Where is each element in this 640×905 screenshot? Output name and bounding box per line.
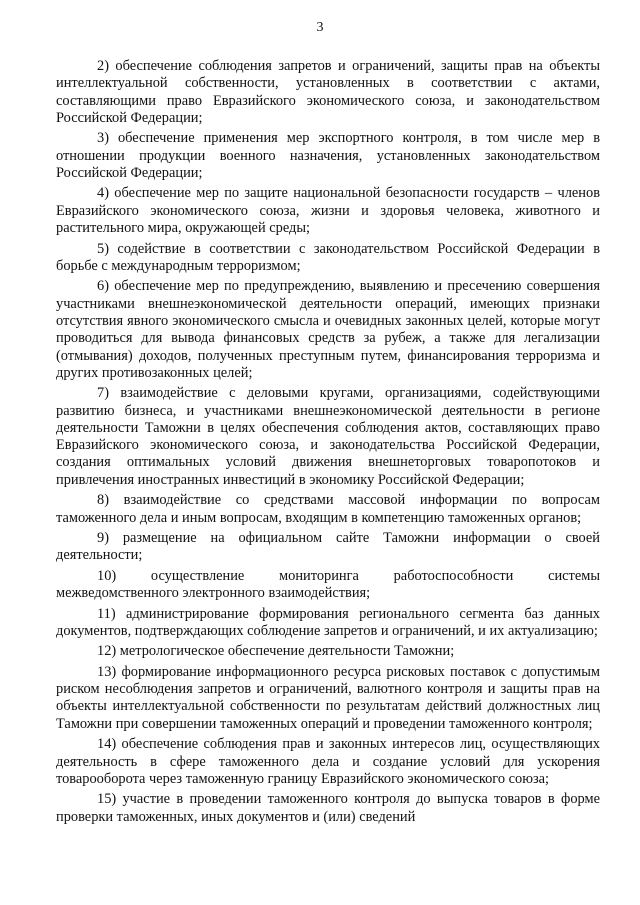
paragraph-item-9: 9) размещение на официальном сайте Таможни информации о своей деятельности; xyxy=(56,530,600,564)
paragraph-item-2: 2) обеспечение соблюдения запретов и ограничений, защиты прав на объекты интеллектуальной собственности, установленных в соответствии с актами, составляющими право Евразийского экономического союза, и законодательством Российской Федерации; xyxy=(56,58,600,126)
paragraph-item-10: 10) осуществление мониторинга работоспособности системы межведомственного электронного взаимодействия; xyxy=(56,567,600,602)
paragraph-item-8: 8) взаимодействие со средствами массовой информации по вопросам таможенного дела и иным вопросам, входящим в компетенцию таможенных органов; xyxy=(56,492,600,526)
paragraph-item-15: 15) участие в проведении таможенного контроля до выпуска товаров в форме проверки таможенных, иных документов и (или) сведений xyxy=(56,791,600,825)
paragraph-item-4: 4) обеспечение мер по защите национальной безопасности государств – членов Евразийского экономического союза, жизни и здоровья человека, животного и растительного мира, окружающей среды; xyxy=(56,185,600,237)
paragraph-item-6: 6) обеспечение мер по предупреждению, выявлению и пресечению совершения участниками внешнеэкономической деятельности операций, имеющих признаки отсутствия явного экономического смысла и очевидных законных целей, которые могут проводиться для вывода финансовых средств за рубеж, а также для легализации (отмывания) доходов, полученных преступным путем, финансирования терроризма и других противозаконных целей; xyxy=(56,278,600,381)
paragraph-item-13: 13) формирование информационного ресурса рисковых поставок с допустимым риском несоблюдения запретов и ограничений, валютного контроля и защиты прав на объекты интеллектуальной собственности по результатам действий должностных лиц Таможни при совершении таможенных операций и проведении таможенного контроля; xyxy=(56,663,600,732)
document-body xyxy=(56,58,600,826)
page-number: 3 xyxy=(316,20,324,35)
paragraph-item-12: 12) метрологическое обеспечение деятельности Таможни; xyxy=(97,643,455,660)
paragraph-item-11: 11) администрирование формирования регионального сегмента баз данных документов, подтверждающих соблюдение запретов и ограничений, и их актуализацию; xyxy=(56,605,600,639)
paragraph-item-14: 14) обеспечение соблюдения прав и законных интересов лиц, осуществляющих деятельность в сфере таможенного дела и создание условий для ускорения товарооборота через таможенную границу Евразийского экономического союза; xyxy=(56,736,600,787)
paragraph-item-3: 3) обеспечение применения мер экспортного контроля, в том числе мер в отношении продукции военного назначения, установленных законодательством Российской Федерации; xyxy=(56,130,600,181)
paragraph-item-5: 5) содействие в соответствии с законодательством Российской Федерации в борьбе с международным терроризмом; xyxy=(56,240,600,274)
paragraph-item-7: 7) взаимодействие с деловыми кругами, организациями, содействующими развитию бизнеса, и участниками внешнеэкономической деятельности в регионе деятельности Таможни в целях обеспечения соблюдения актов, составляющих право Евразийского экономического союза, и законодательства Российской Федерации, создания оптимальных условий движения внешнеторговых товаропотоков и привлечения иностранных инвестиций в экономику Российской Федерации; xyxy=(56,385,600,488)
